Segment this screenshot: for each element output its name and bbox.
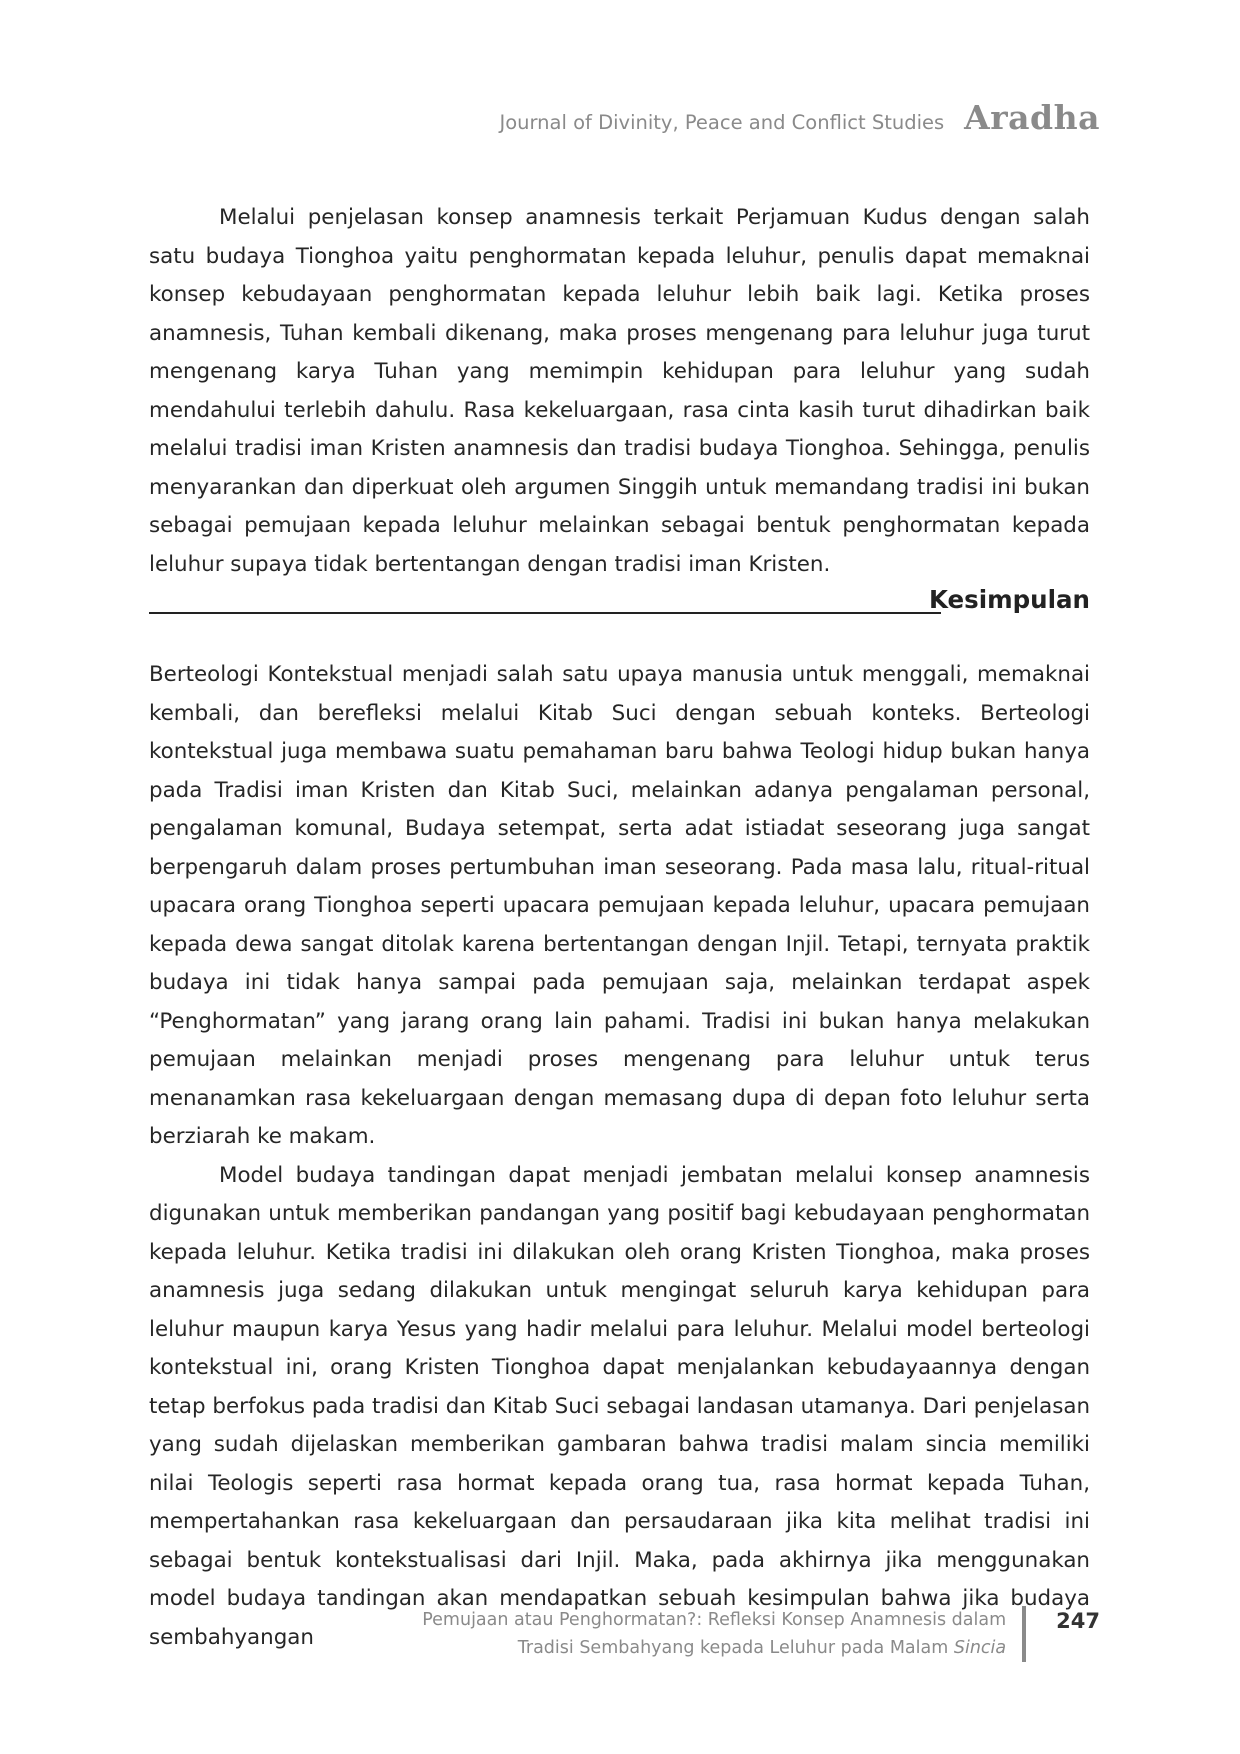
- article-title-italic: Sincia: [953, 1638, 1007, 1658]
- article-title-line: Pemujaan atau Penghormatan?: Refleksi Konsep Anamnesis dalam: [422, 1610, 1007, 1630]
- article-title: [422, 1606, 1026, 1662]
- running-header: [499, 98, 1100, 137]
- journal-name: Journal of Divinity, Peace and Conflict Studies: [499, 111, 945, 134]
- article-title-line: [422, 1634, 1006, 1662]
- heading-rule: [149, 612, 941, 614]
- journal-logo: Aradha: [964, 98, 1100, 137]
- article-title-text: Tradisi Sembahyang kepada Leluhur pada Malam: [517, 1638, 949, 1658]
- page-number: 247: [1056, 1609, 1100, 1633]
- running-footer: [422, 1606, 1100, 1662]
- section-heading: [149, 585, 1090, 621]
- intro-section: [149, 199, 1090, 584]
- conclusion-section: [149, 656, 1090, 1657]
- paragraph: Berteologi Kontekstual menjadi salah satu upaya manusia untuk menggali, memaknai kembali, dan berefleksi melalui Kitab Suci dengan sebuah konteks. Berteologi kontekstual juga membawa suatu pemahaman baru bahwa Teologi hidup bukan hanya pada Tradisi iman Kristen dan Kitab Suci, melainkan adanya pengalaman personal, pengalaman komunal, Budaya setempat, serta adat istiadat seseorang juga sangat berpengaruh dalam proses pertumbuhan iman seseorang. Pada masa lalu, ritual-ritual upacara orang Tionghoa seperti upacara pemujaan kepada leluhur, upacara pemujaan kepada dewa sangat ditolak karena bertentangan dengan Injil. Tetapi, ternyata praktik budaya ini tidak hanya sampai pada pemujaan saja, melainkan terdapat aspek “Penghormatan” yang jarang orang lain pahami. Tradisi ini bukan hanya melakukan pemujaan melainkan menjadi proses mengenang para leluhur untuk terus menanamkan rasa kekeluargaan dengan memasang dupa di depan foto leluhur serta berziarah ke makam.: [149, 662, 1090, 1149]
- section-title: Kesimpulan: [928, 585, 1090, 614]
- paragraph: Melalui penjelasan konsep anamnesis terkait Perjamuan Kudus dengan salah satu budaya Tionghoa yaitu penghormatan kepada leluhur, penulis dapat memaknai konsep kebudayaan penghormatan kepada leluhur lebih baik lagi. Ketika proses anamnesis, Tuhan kembali dikenang, maka proses mengenang para leluhur juga turut mengenang karya Tuhan yang memimpin kehidupan para leluhur yang sudah mendahului terlebih dahulu. Rasa kekeluargaan, rasa cinta kasih turut dihadirkan baik melalui tradisi iman Kristen anamnesis dan tradisi budaya Tionghoa. Sehingga, penulis menyarankan dan diperkuat oleh argumen Singgih untuk memandang tradisi ini bukan sebagai pemujaan kepada leluhur melainkan sebagai bentuk penghormatan kepada leluhur supaya tidak bertentangan dengan tradisi iman Kristen.: [149, 205, 1090, 577]
- paragraph: Model budaya tandingan dapat menjadi jembatan melalui konsep anamnesis digunakan untuk memberikan pandangan yang positif bagi kebudayaan penghormatan kepada leluhur. Ketika tradisi ini dilakukan oleh orang Kristen Tionghoa, maka proses anamnesis juga sedang dilakukan untuk mengingat seluruh karya kehidupan para leluhur maupun karya Yesus yang hadir melalui para leluhur. Melalui model berteologi kontekstual ini, orang Kristen Tionghoa dapat menjalankan kebudayaannya dengan tetap berfokus pada tradisi dan Kitab Suci sebagai landasan utamanya. Dari penjelasan yang sudah dijelaskan memberikan gambaran bahwa tradisi malam sincia memiliki nilai Teologis seperti rasa hormat kepada orang tua, rasa hormat kepada Tuhan, mempertahankan rasa kekeluargaan dan persaudaraan jika kita melihat tradisi ini sebagai bentuk kontekstualisasi dari Injil. Maka, pada akhirnya jika menggunakan model budaya tandingan akan mendapatkan sebuah kesimpulan bahwa jika budaya sembahyangan: [149, 1162, 1090, 1650]
